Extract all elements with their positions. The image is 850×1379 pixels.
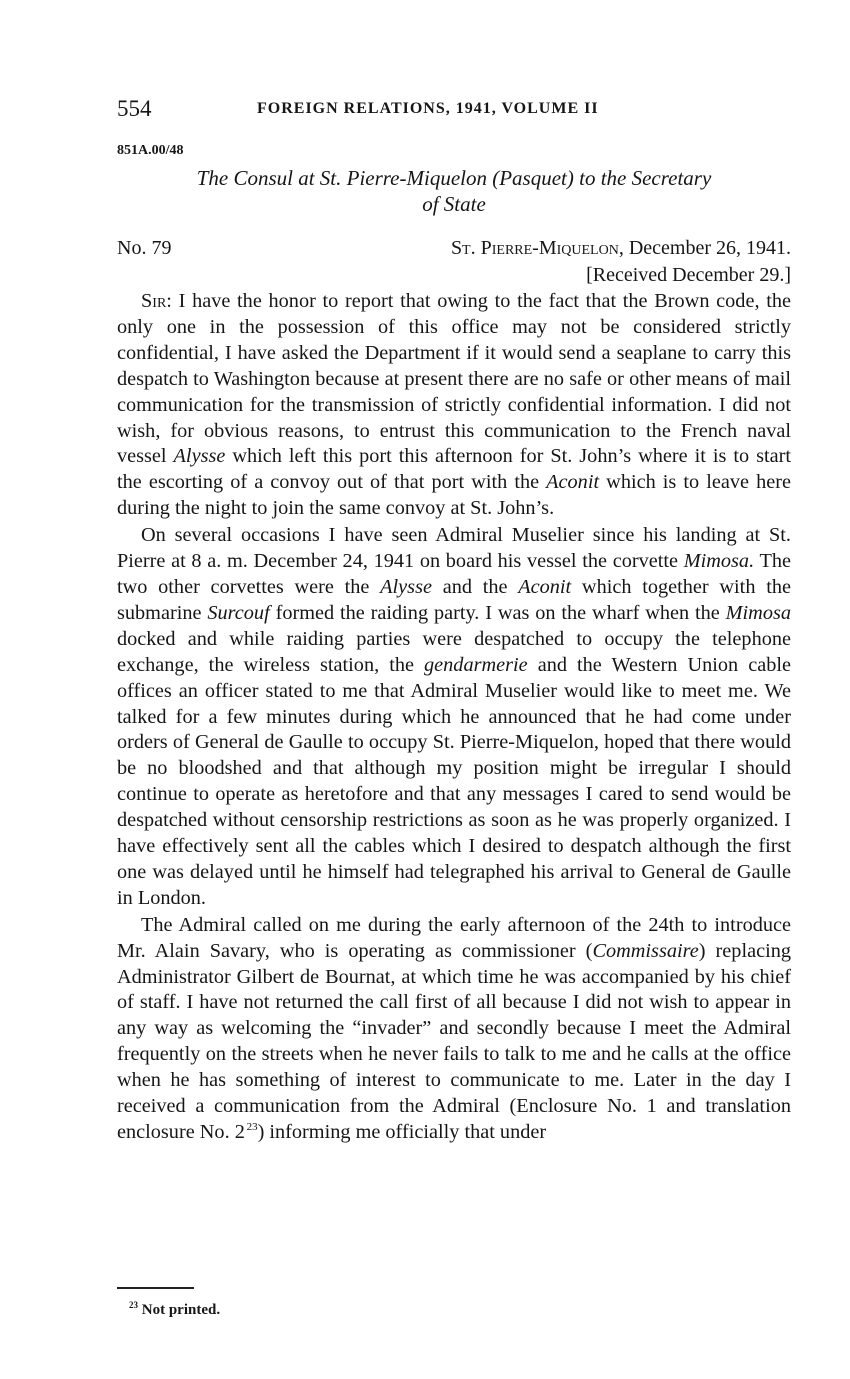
running-head	[117, 96, 791, 126]
running-head-title: FOREIGN RELATIONS, 1941, VOLUME II	[257, 100, 599, 117]
paragraph-3-text-b: ) replacing Administrator Gilbert de Bournat, at which time he was accompanied by his chief of staff. I have not returned the call first of all because I did not wish to appear in any way as welcoming the “invader” and secondly because I meet the Admiral frequently on the streets when he never fails to talk to me and he calls at the office when he has something of interest to communicate to me. Later in the day I received a communication from the Admiral (Enclosure No. 1 and translation enclosure No. 2	[117, 939, 791, 1143]
page-number: 554	[117, 96, 152, 121]
paragraph-2	[117, 523, 791, 912]
ship-name-aconit-2: Aconit	[518, 575, 572, 598]
term-commissaire: Commissaire	[592, 939, 699, 962]
paragraph-2-text-e: formed the raiding party. I was on the wharf when the	[269, 601, 726, 624]
document-title	[117, 165, 791, 217]
document-title-line-1: The Consul at St. Pierre-Miquelon (Pasquet) to the Secretary	[196, 166, 712, 190]
paragraph-2-text-b: The two other corvettes were the	[117, 550, 791, 598]
paragraph-3-text-a: The Admiral called on me during the early afternoon of the 24th to introduce Mr. Alain Savary, who is operating as commissioner (	[117, 913, 791, 962]
document-title-line-2: of State	[422, 192, 486, 216]
ship-name-alysse-2: Alysse	[380, 575, 432, 598]
dateline	[451, 235, 791, 289]
footnote	[129, 1300, 220, 1319]
paragraph-2-text-f: docked and while raiding parties were despatched to occupy the telephone exchange, the wireless station, the	[117, 627, 791, 676]
dateline-received: [Received December 29.]	[586, 264, 791, 286]
file-number: 851A.00/48	[117, 143, 184, 158]
paragraph-1	[117, 289, 791, 522]
dispatch-number: No. 79	[117, 237, 172, 259]
paragraph-3-text-c: ) informing me officially that under	[257, 1121, 547, 1143]
ship-name-mimosa-2: Mimosa	[725, 601, 791, 624]
paragraph-2-text-c: and the	[431, 575, 519, 598]
ship-name-alysse: Alysse	[173, 445, 226, 468]
footnote-number: 23	[129, 1300, 138, 1310]
paragraph-3	[117, 913, 791, 1146]
footnote-text: Not printed.	[141, 1302, 221, 1318]
footnote-reference[interactable]: 23	[246, 1121, 258, 1134]
paragraph-1-text-b: which left this port this afternoon for St. John’s where it is to start the escorting of a convoy out of that port with the	[117, 445, 791, 494]
dateline-place: St. Pierre-Miquelon	[450, 237, 619, 259]
paragraph-2-text-a: On several occasions I have seen Admiral Muselier since his landing at St. Pierre at 8 a. m. December 24, 1941 on board his vessel the corvette	[117, 524, 791, 573]
footnote-divider	[117, 1287, 194, 1289]
paragraph-2-text-g: and the Western Union cable offices an officer stated to me that Admiral Muselier would like to meet me. We talked for a few minutes during which he announced that he had come under orders of General de Gaulle to occupy St. Pierre-Miquelon, hoped that there would be no bloodshed and that although my position might be irregular I should continue to operate as heretofore and that any messages I cared to send would be despatched without censorship restrictions as soon as he was properly organized. I have effectively sent all the cables which I desired to despatch although the first one was delayed until he himself had telegraphed his arrival to General de Gaulle in London.	[117, 653, 791, 909]
paragraph-2-text-d: which together with the submarine	[117, 575, 791, 624]
dateline-date: , December 26, 1941.	[618, 237, 791, 259]
paragraph-1-text-c: which is to leave here during the night to join the same convoy at St. John’s.	[117, 471, 791, 520]
term-gendarmerie: gendarmerie	[424, 653, 528, 676]
paragraph-1-text-a: : I have the honor to report that owing to the fact that the Brown code, the only one in the possession of this office may not be considered strictly confidential, I have asked the Department if it would send a seaplane to carry this despatch to Washington because at present there are no safe or other means of mail communication for the transmission of strictly confidential information. I did not wish, for obvious reasons, to entrust this communication to the French naval vessel	[117, 290, 791, 468]
ship-name-surcouf: Surcouf	[207, 601, 270, 624]
ship-name-aconit: Aconit	[546, 471, 600, 494]
salutation: Sir	[141, 290, 167, 312]
ship-name-mimosa: Mimosa.	[683, 550, 755, 573]
letter-body	[117, 289, 791, 1147]
dateline-place-date	[451, 235, 791, 262]
